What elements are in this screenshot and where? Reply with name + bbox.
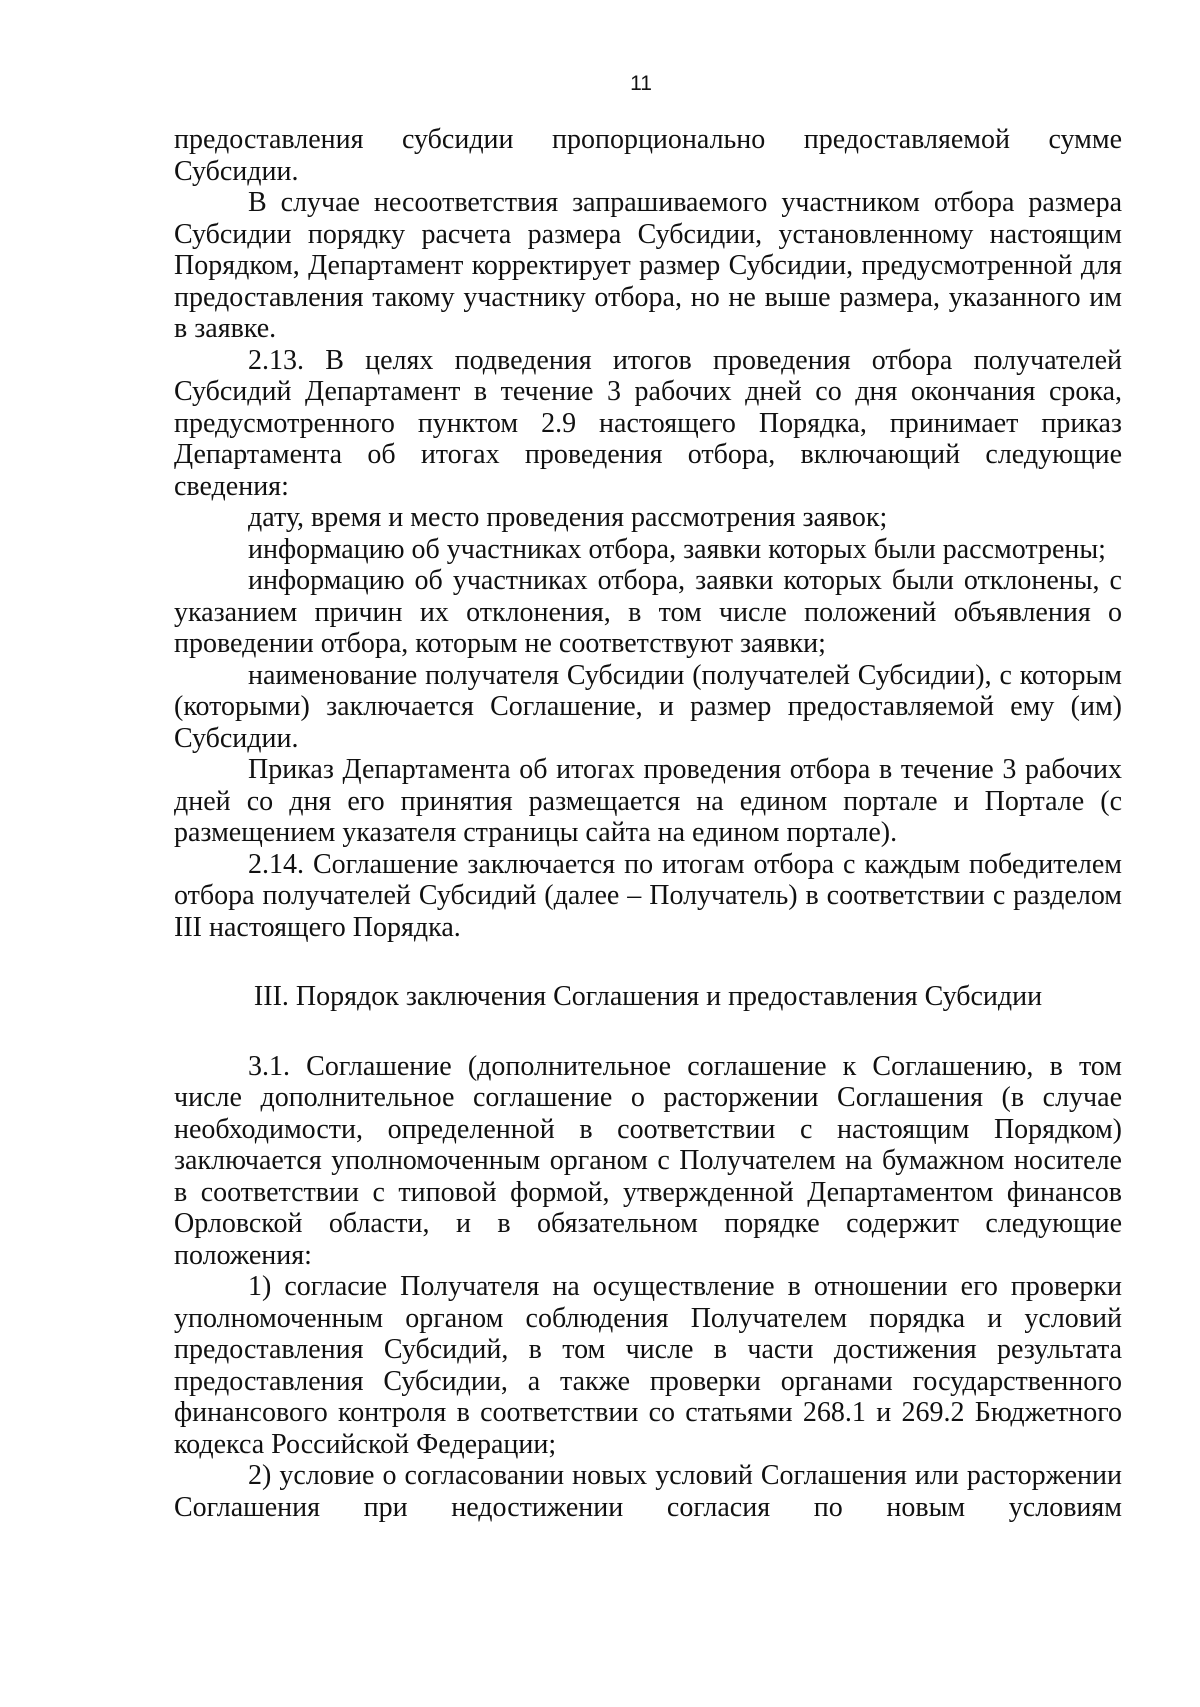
section-heading: III. Порядок заключения Соглашения и предоставления Субсидии	[253, 981, 1043, 1012]
paragraph-list-item-reviewed: информацию об участниках отбора, заявки которых были рассмотрены;	[248, 533, 1106, 565]
paragraph-2-14: 2.14. Соглашение заключается по итогам отбора с каждым победителем отбора получателей Субсидий (далее – Получатель) в соответствии с разделом III настоящего Порядка.	[174, 848, 1122, 943]
paragraph-order-publication: Приказ Департамента об итогах проведения отбора в течение 3 рабочих дней со дня его принятия размещается на едином портале и Портале (с размещением указателя страницы сайта на едином портале).	[174, 754, 1122, 848]
paragraph-2-13: 2.13. В целях подведения итогов проведения отбора получателей Субсидий Департамент в течение 3 рабочих дней со дня окончания срока, предусмотренного пунктом 2.9 настоящего Порядка, принимает приказ Департамента об итогах проведения отбора, включающий следующие сведения:	[174, 344, 1122, 502]
paragraph-list-item-date: дату, время и место проведения рассмотрения заявок;	[248, 502, 888, 533]
paragraph-size-correction: В случае несоответствия запрашиваемого участником отбора размера Субсидии порядку расчета размера Субсидии, установленному настоящим Порядком, Департамент корректирует размер Субсидии, предусмотренной для предоставления такому участнику отбора, но не выше размера, указанного им в заявке.	[174, 187, 1122, 344]
document-body	[174, 124, 1122, 1523]
paragraph-3-1-item-1: 1) согласие Получателя на осуществление в отношении его проверки уполномоченным органом соблюдения Получателем порядка и условий предоставления Субсидий, в том числе в части достижения результата предоставления Субсидии, а также проверки органами государственного финансового контроля в соответствии со статьями 268.1 и 269.2 Бюджетного кодекса Российской Федерации;	[174, 1271, 1122, 1460]
paragraph-continuation: предоставления субсидии пропорционально предоставляемой сумме Субсидии.	[174, 124, 1122, 187]
paragraph-list-item-rejected: информацию об участниках отбора, заявки которых были отклонены, с указанием причин их отклонения, в том числе положений объявления о проведении отбора, которым не соответствуют заявки;	[174, 565, 1122, 659]
page-number: 11	[630, 72, 652, 95]
paragraph-list-item-recipient: наименование получателя Субсидии (получателей Субсидии), с которым (которыми) заключается Соглашение, и размер предоставляемой ему (им) Субсидии.	[174, 659, 1122, 754]
paragraph-3-1: 3.1. Соглашение (дополнительное соглашение к Соглашению, в том числе дополнительное соглашение о расторжении Соглашения (в случае необходимости, определенной в соответствии с настоящим Порядком) заключается уполномоченным органом с Получателем на бумажном носителе в соответствии с типовой формой, утвержденной Департаментом финансов Орловской области, и в обязательном порядке содержит следующие положения:	[174, 1050, 1122, 1271]
paragraph-3-1-item-2: 2) условие о согласовании новых условий Соглашения или расторжении Соглашения при недостижении согласия по новым условиям	[174, 1460, 1122, 1523]
